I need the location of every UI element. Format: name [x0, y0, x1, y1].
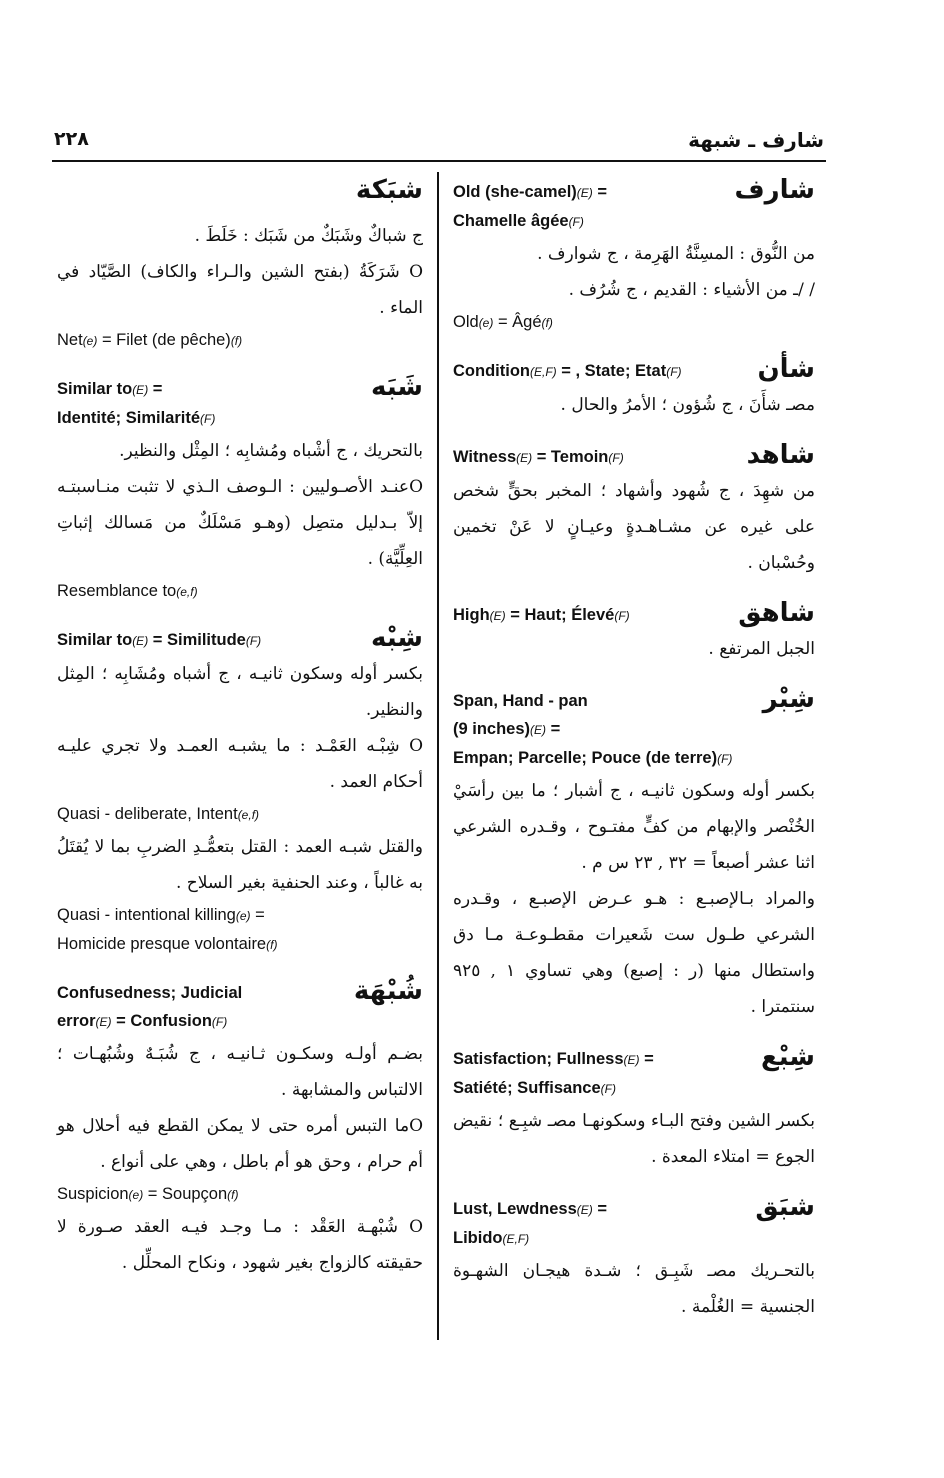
headword: شَبَه: [371, 372, 423, 402]
entry-shibr: [453, 684, 815, 1025]
definition: بالتحـريك مصـ شَبِـق ؛ شـدة هيجـان الشهـوة الجنسية = الغُلْمة .: [453, 1261, 815, 1317]
definition: من النُّوق : المسِنَّةُ الهَرِمة ، ج شوارف .: [537, 244, 815, 264]
definition: ج شباكٌ وشَبَكٌ من شَبَك : خَلَطَ .: [194, 226, 423, 246]
headword: شأن: [757, 354, 815, 384]
english-gloss: Witness(E) = Temoin(F): [453, 448, 624, 466]
entry-shubha: [57, 976, 423, 1281]
english-gloss: Lust, Lewdness(E) =: [453, 1200, 608, 1218]
entry-shabah: [57, 372, 423, 606]
definition: Oعنـد الأصـوليين : الـوصف الـذي لا تثبت منـاسبتـه إلاّ بـدليل متصِل (وهـو مَسْلَكٌ من مَسالك إثباتِ العِلِّيَّة) .: [57, 477, 423, 569]
english-gloss: Span, Hand - pan: [453, 692, 588, 710]
headword: شارف: [734, 175, 815, 205]
definition: الجبل المرتفع .: [708, 639, 815, 659]
sub-gloss: Suspicion(e) = Soupçon(f): [57, 1185, 239, 1203]
english-gloss: Confusedness; Judicial: [57, 984, 243, 1002]
english-gloss: (9 inches)(E) =: [453, 720, 561, 738]
entry-shiba: [453, 1042, 815, 1175]
french-gloss: Satiété; Suffisance(F): [453, 1079, 616, 1097]
definition: مصـ شأَنَ ، ج شُؤون ؛ الأمرُ والحال .: [560, 395, 815, 415]
french-gloss: Libido(E,F): [453, 1229, 530, 1247]
english-gloss: Satisfaction; Fullness(E) =: [453, 1050, 654, 1068]
headword: شِبْر: [762, 684, 815, 714]
definition: بكسر أوله وسكون ثانيـه ، ج أشبار ؛ ما بين رأسَيْ الخُنْصر والإبهام من كفٍّ مفتـوح ، وقـدره الشرعي اثنا عشر أصبعاً = ٣٢ , ٢٣ س م .: [453, 781, 815, 873]
entry-shabaq: [453, 1192, 815, 1325]
definition: / /ـ من الأشياء : القديم ، ج شُرُف .: [568, 280, 815, 300]
entry-sharif: [453, 175, 815, 337]
sub-gloss: Resemblance to(e,f): [57, 582, 198, 600]
french-gloss: Empan; Parcelle; Pouce (de terre)(F): [453, 749, 733, 767]
running-head-title: شارف ـ شبهة: [688, 128, 824, 152]
definition: من شهِدَ ، ج شُهود وأشهاد ؛ المخبر بحقٍّ شخص على غيره عن مشـاهـدةٍ وعيـانٍ لا عَنْ تخمين وحُسْبان .: [453, 481, 815, 573]
header-rule: [52, 160, 826, 162]
entry-shibh: [57, 623, 423, 959]
definition: O شِبْـه العَمْـد : ما يشبـه العمـد ولا تجري عليـه أحكام العمد .: [57, 736, 423, 792]
entry-shahiq: [453, 598, 815, 667]
page-number: ٢٢٨: [54, 128, 89, 150]
sub-gloss: Homicide presque volontaire(f): [57, 935, 278, 953]
definition: بكسر أوله وسكون ثانيـه ، ج أشباه ومُشَابِه ؛ المِثل والنظير.: [57, 664, 423, 720]
headword: شبَق: [755, 1192, 815, 1222]
headword: شبَكة: [355, 175, 423, 205]
definition: بضـم أولـه وسكـون ثـانيـه ، ج شُبَـهٌ وشُبُهـات ؛ الالتباس والمشابهة .: [57, 1044, 423, 1100]
entry-shaan: [453, 354, 815, 423]
headword: شِبْع: [761, 1042, 815, 1072]
left-column: [57, 175, 423, 1281]
sub-gloss: Quasi - intentional killing(e) =: [57, 906, 265, 924]
entry-shabaka: [57, 175, 423, 355]
right-column: [453, 175, 815, 1325]
definition: والمراد بـالإصبـع : هـو عـرض الإصبـع ، وقـدره الشرعي طـول ست شَعيرات مقطـوعـة مـا دق واستطال منها (ر : إصبع) وهي تساوي ١ , ٩٢٥ سنتمترا .: [453, 889, 815, 1017]
french-gloss: Chamelle âgée(F): [453, 212, 584, 230]
definition: بكسر الشين وفتح البـاء وسكونهـا مصـ شبِـع ؛ نقيض الجوع = امتلاء المعدة .: [453, 1111, 815, 1167]
entry-shahid: [453, 440, 815, 581]
headword: شُبْهَة: [353, 976, 423, 1006]
column-divider: [437, 172, 439, 1340]
definition: بالتحريك ، ج أشْباه ومُشابِه ؛ المِثْل والنظير.: [119, 441, 423, 461]
english-gloss: Condition(E,F) = , State; Etat(F): [453, 362, 682, 380]
definition: والقتل شبـه العمد : القتل بتعمُّـدِ الضربِ بما لا يُقتَلُ به غالباً ، وعند الحنفية بغير السلاح .: [57, 837, 423, 893]
english-gloss: Similar to(E) =: [57, 380, 163, 398]
definition: O شُبْهـة العَقْد : مـا وجـد فيـه العقد صـورة لا حقيقته كالزواج بغير شهود ، ونكاح المحلِّل .: [57, 1217, 423, 1273]
headword: شِبْه: [371, 623, 423, 653]
english-gloss: Old (she-camel)(E) =: [453, 183, 608, 201]
english-gloss: error(E) = Confusion(F): [57, 1012, 228, 1030]
french-gloss: Identité; Similarité(F): [57, 409, 216, 427]
headword: شاهق: [738, 598, 815, 628]
definition: O شَرَكَةُ (بفتح الشين والـراء والكاف) الصَّيّاد في الماء .: [57, 262, 423, 318]
running-head: [54, 128, 824, 162]
english-gloss: High(E) = Haut; Élevé(F): [453, 606, 630, 624]
sub-gloss: Quasi - deliberate, Intent(e,f): [57, 805, 260, 823]
headword: شاهد: [746, 440, 815, 470]
english-gloss: Similar to(E) = Similitude(F): [57, 631, 262, 649]
sub-gloss: Old(e) = Âgé(f): [453, 313, 553, 331]
sub-gloss: Net(e) = Filet (de pêche)(f): [57, 331, 243, 349]
definition: Oما التبس أمره حتى لا يمكن القطع فيه أحلال هو أم حرام ، وحق هو أم باطل ، وهي على أنواع .: [57, 1116, 423, 1172]
